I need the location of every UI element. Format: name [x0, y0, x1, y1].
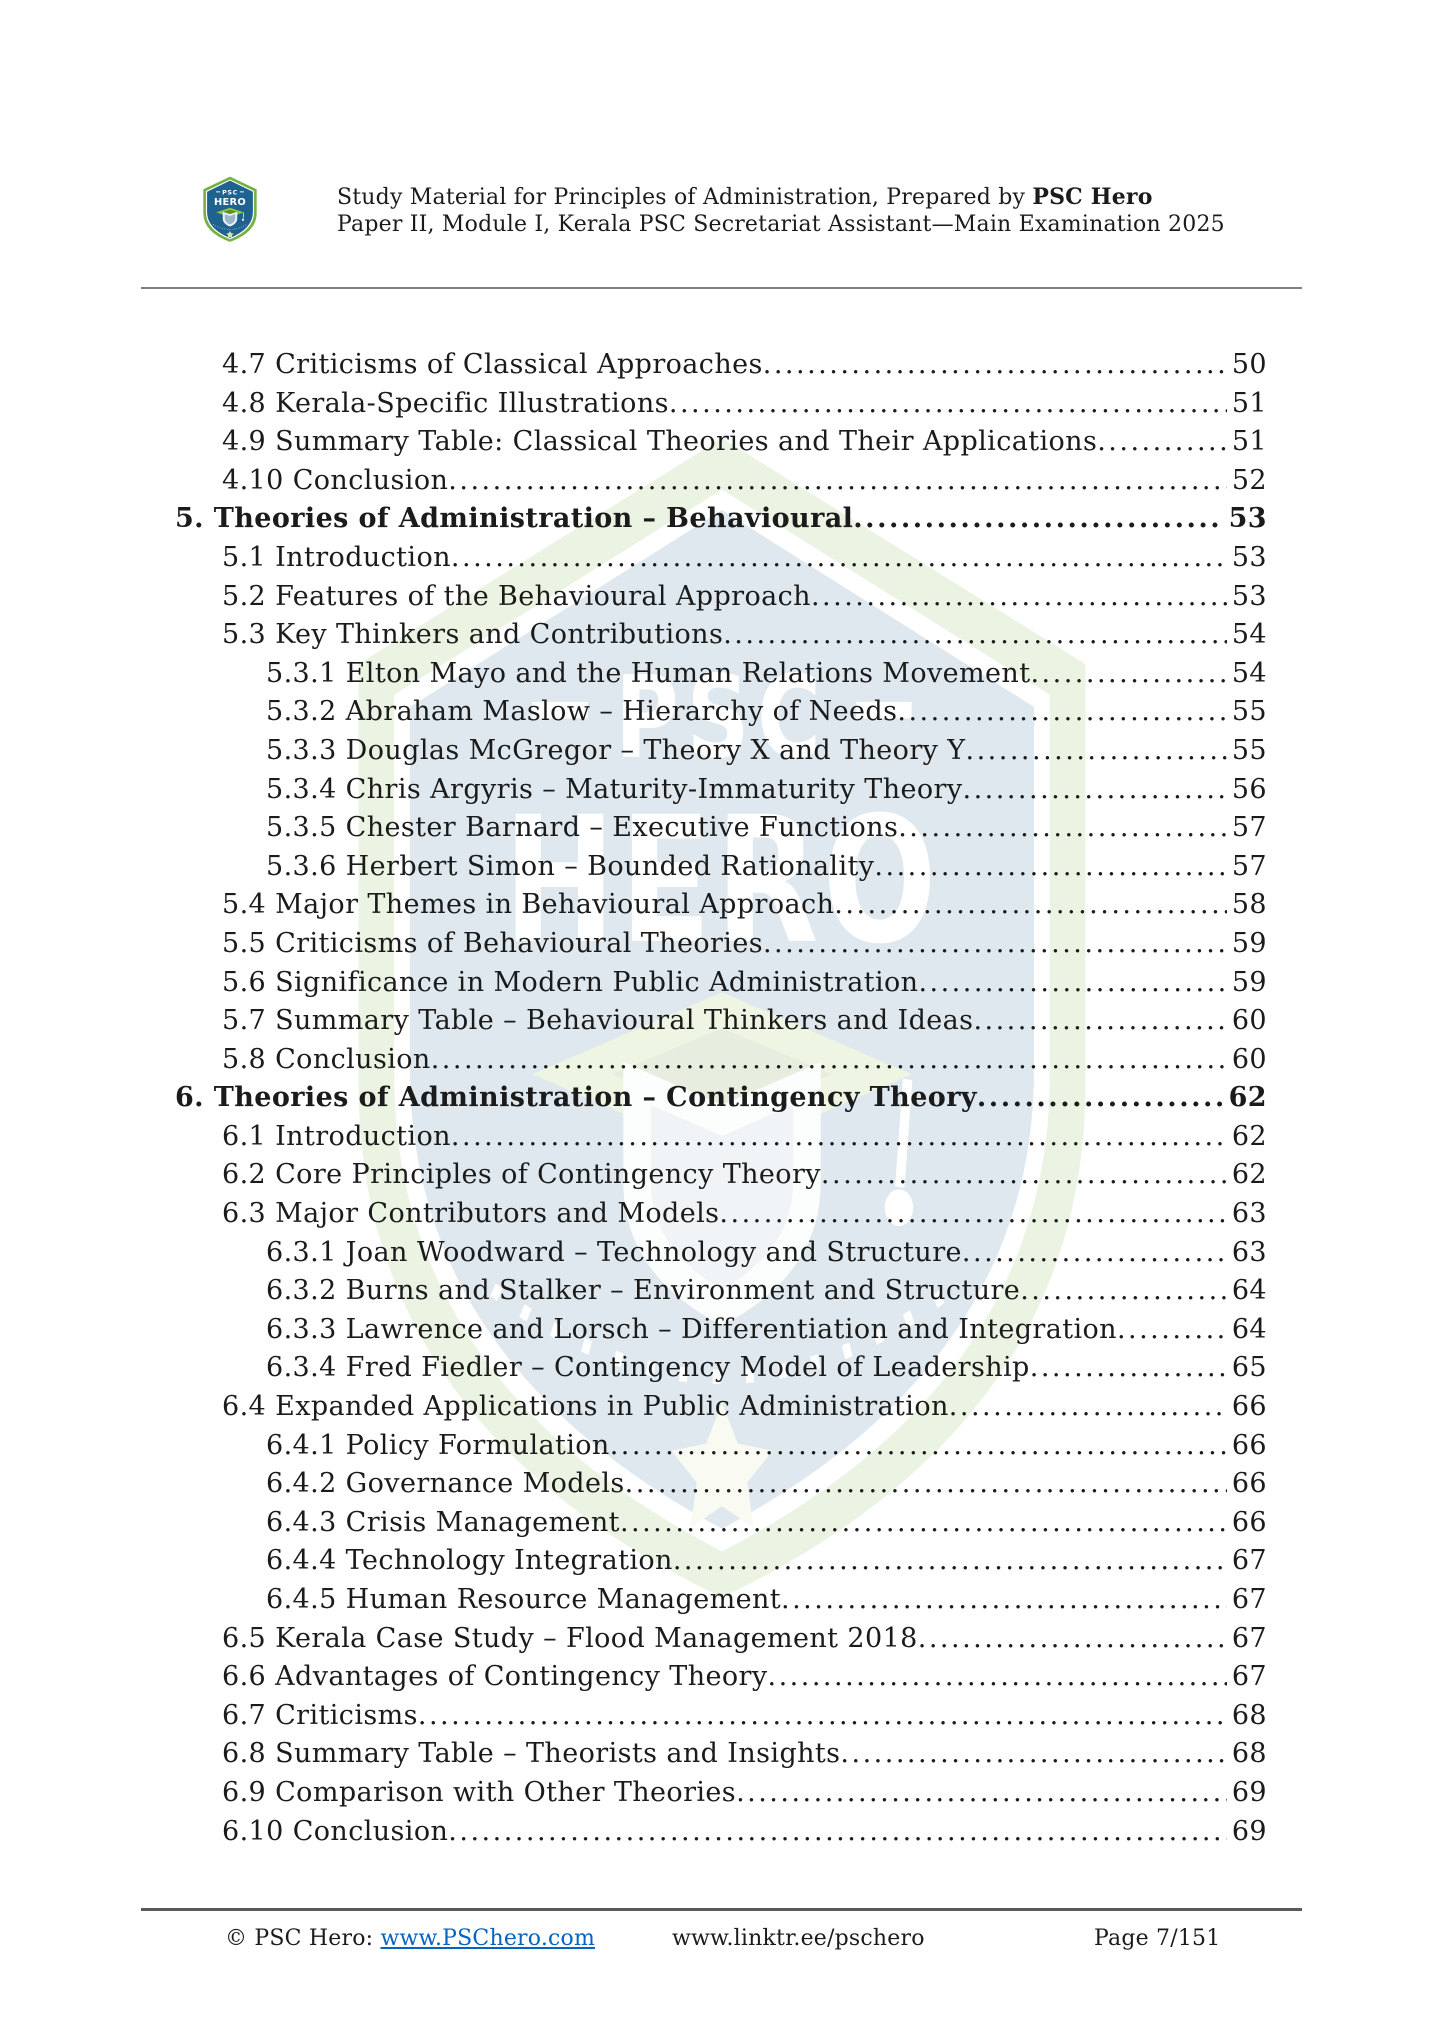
toc-dot-leader	[763, 349, 1227, 380]
toc-entry-label: 5.5 Criticisms of Behavioural Theories	[222, 927, 763, 959]
toc-entry[interactable]	[141, 1005, 1267, 1044]
toc-entry-label: 5.3.5 Chester Barnard – Executive Functions	[266, 812, 899, 844]
toc-entry[interactable]	[141, 1044, 1267, 1083]
toc-dot-leader	[620, 1507, 1227, 1538]
footer-copyright	[225, 1926, 595, 1951]
toc-entry[interactable]	[141, 1738, 1267, 1777]
toc-entry[interactable]	[141, 1237, 1267, 1276]
toc-entry[interactable]	[141, 774, 1267, 813]
toc-entry-label: 6.4.3 Crisis Management	[266, 1506, 620, 1538]
toc-entry-label: 6.7 Criticisms	[222, 1699, 418, 1731]
toc-entry[interactable]	[141, 812, 1267, 851]
toc-entry-label: 6.4.4 Technology Integration	[266, 1545, 673, 1577]
toc-page-number: 53	[1228, 503, 1267, 535]
toc-entry-label: 5. Theories of Administration – Behavioural	[175, 503, 854, 535]
footer-page-number: Page 7/151	[1094, 1926, 1221, 1951]
toc-page-number: 53	[1231, 580, 1267, 612]
toc-page-number: 60	[1231, 1043, 1267, 1075]
toc-dot-leader	[1020, 1275, 1227, 1306]
toc-page-number: 51	[1231, 387, 1267, 419]
toc-page-number: 58	[1231, 889, 1267, 921]
header-line1	[337, 184, 1237, 211]
footer-divider	[141, 1908, 1302, 1911]
toc-entry[interactable]	[141, 1314, 1267, 1353]
toc-entry[interactable]	[141, 889, 1267, 928]
toc-entry-label: 5.1 Introduction	[222, 541, 451, 573]
toc-dot-leader	[973, 1005, 1226, 1036]
toc-dot-leader	[719, 1198, 1226, 1229]
toc-page-number: 54	[1231, 657, 1267, 689]
toc-page-number: 51	[1231, 426, 1267, 458]
toc-dot-leader	[962, 1237, 1227, 1268]
toc-page-number: 67	[1231, 1622, 1267, 1654]
toc-entry-label: 6.3.2 Burns and Stalker – Environment and Structure	[266, 1275, 1021, 1307]
toc-page-number: 66	[1231, 1391, 1267, 1423]
toc-entry[interactable]	[141, 349, 1267, 388]
toc-entry-label: 5.3.3 Douglas McGregor – Theory X and Theory Y	[266, 734, 966, 766]
toc-entry[interactable]	[141, 1584, 1267, 1623]
toc-dot-leader	[918, 1623, 1227, 1654]
toc-dot-leader	[736, 1777, 1227, 1808]
toc-dot-leader	[821, 1159, 1227, 1190]
toc-page-number: 67	[1231, 1584, 1267, 1615]
toc-dot-leader	[1097, 426, 1227, 457]
toc-page-number: 55	[1231, 734, 1267, 766]
toc-entry[interactable]	[141, 1507, 1267, 1546]
toc-dot-leader	[834, 889, 1227, 920]
toc-dot-leader	[966, 735, 1227, 766]
toc-entry-label: 6.2 Core Principles of Contingency Theory	[222, 1159, 821, 1191]
toc-page-number: 66	[1231, 1506, 1267, 1538]
toc-entry-label: 6. Theories of Administration – Contingency Theory	[175, 1082, 977, 1114]
toc-dot-leader	[451, 1121, 1227, 1152]
toc-entry-label: 5.3.6 Herbert Simon – Bounded Rationality	[266, 850, 875, 882]
toc-entry-label: 6.5 Kerala Case Study – Flood Management 2018	[222, 1622, 918, 1654]
toc-entry-label: 6.8 Summary Table – Theorists and Insights	[222, 1738, 841, 1770]
footer-copyright-text: © PSC Hero:	[225, 1926, 381, 1951]
toc-dot-leader	[431, 1044, 1227, 1075]
toc-entry[interactable]	[141, 928, 1267, 967]
toc-page-number: 59	[1231, 966, 1267, 998]
toc-entry[interactable]	[141, 1661, 1267, 1700]
toc-entry-label: 6.4 Expanded Applications in Public Administration	[222, 1391, 949, 1423]
psc-hero-logo	[201, 176, 259, 243]
toc-page-number: 66	[1231, 1468, 1267, 1500]
toc-page-number: 62	[1231, 1120, 1267, 1152]
toc-entry[interactable]	[141, 1121, 1267, 1160]
toc-entry-label: 6.3.1 Joan Woodward – Technology and Structure	[266, 1236, 962, 1268]
toc-entry[interactable]	[141, 426, 1267, 465]
toc-page-number: 69	[1231, 1815, 1267, 1847]
toc-page-number: 65	[1231, 1352, 1267, 1384]
toc-dot-leader	[1117, 1314, 1227, 1345]
toc-dot-leader	[763, 928, 1227, 959]
toc-entry-label: 4.10 Conclusion	[222, 464, 449, 496]
toc-entry[interactable]	[141, 388, 1267, 427]
toc-entry-label: 5.3.4 Chris Argyris – Maturity-Immaturity Theory	[266, 773, 963, 805]
toc-entry-label: 5.3.2 Abraham Maslow – Hierarchy of Needs	[266, 696, 898, 728]
toc-entry[interactable]	[141, 658, 1267, 697]
toc-entry[interactable]	[141, 1468, 1267, 1507]
toc-entry[interactable]	[141, 851, 1267, 890]
toc-dot-leader	[451, 542, 1227, 573]
toc-page-number: 56	[1231, 773, 1267, 805]
toc-entry[interactable]	[141, 581, 1267, 620]
header	[337, 184, 1237, 238]
toc-dot-leader	[768, 1661, 1227, 1692]
toc-entry-label: 4.7 Criticisms of Classical Approaches	[222, 349, 763, 380]
toc-entry[interactable]	[141, 1816, 1267, 1855]
toc-entry-label: 6.10 Conclusion	[222, 1815, 449, 1847]
toc-page-number: 67	[1231, 1545, 1267, 1577]
toc-entry-label: 6.3.3 Lawrence and Lorsch – Differentiation and Integration	[266, 1313, 1117, 1345]
toc-dot-leader	[673, 1545, 1227, 1576]
header-line2: Paper II, Module I, Kerala PSC Secretariat Assistant—Main Examination 2025	[337, 212, 1225, 237]
toc-entry-label: 6.4.1 Policy Formulation	[266, 1429, 610, 1461]
toc-entry[interactable]	[141, 619, 1267, 658]
toc-entry-label: 6.3 Major Contributors and Models	[222, 1198, 720, 1230]
toc-entry-label: 6.6 Advantages of Contingency Theory	[222, 1661, 768, 1693]
toc-entry[interactable]	[141, 1082, 1267, 1121]
header-brand-name: PSC Hero	[1032, 184, 1153, 210]
toc-dot-leader	[840, 1738, 1226, 1769]
toc-dot-leader	[723, 619, 1227, 650]
toc-page-number: 62	[1228, 1082, 1267, 1114]
toc-entry[interactable]	[141, 1430, 1267, 1469]
toc-entry-label: 6.4.5 Human Resource Management	[266, 1584, 781, 1615]
toc-dot-leader	[669, 388, 1227, 419]
toc-page-number: 66	[1231, 1429, 1267, 1461]
toc-dot-leader	[898, 812, 1227, 843]
toc-entry-label: 6.3.4 Fred Fiedler – Contingency Model of Leadership	[266, 1352, 1030, 1384]
toc-dot-leader	[874, 851, 1226, 882]
toc-dot-leader	[897, 696, 1226, 727]
toc-dot-leader	[811, 581, 1227, 612]
toc-list	[141, 349, 1267, 1854]
toc-entry[interactable]	[141, 1700, 1267, 1739]
toc-dot-leader	[918, 967, 1226, 998]
toc-entry[interactable]	[141, 1391, 1267, 1430]
toc-page-number: 63	[1231, 1198, 1267, 1230]
toc-dot-leader	[610, 1430, 1227, 1461]
toc-entry-label: 5.6 Significance in Modern Public Administration	[222, 966, 919, 998]
toc-page-number: 57	[1231, 812, 1267, 844]
toc-page-number: 53	[1231, 541, 1267, 573]
footer	[0, 1926, 1445, 1960]
toc-page-number: 59	[1231, 927, 1267, 959]
toc-entry-label: 6.1 Introduction	[222, 1120, 451, 1152]
toc-entry-label: 5.8 Conclusion	[222, 1043, 431, 1075]
footer-linktree: www.linktr.ee/pschero	[672, 1926, 925, 1951]
toc-entry[interactable]	[141, 696, 1267, 735]
toc-page-number: 67	[1231, 1661, 1267, 1693]
toc-page-number: 64	[1231, 1313, 1267, 1345]
toc-page-number: 68	[1231, 1738, 1267, 1770]
toc-page-number: 54	[1231, 619, 1267, 651]
toc-dot-leader	[1030, 658, 1226, 689]
toc-entry[interactable]	[141, 967, 1267, 1006]
toc-entry-label: 4.9 Summary Table: Classical Theories and Their Applications	[222, 426, 1098, 458]
toc-dot-leader	[1030, 1352, 1227, 1383]
toc-entry[interactable]	[141, 1198, 1267, 1237]
toc-entry[interactable]	[141, 503, 1267, 542]
toc-entry-label: 5.4 Major Themes in Behavioural Approach	[222, 889, 835, 921]
toc-page-number: 62	[1231, 1159, 1267, 1191]
toc-page-number: 68	[1231, 1699, 1267, 1731]
toc-dot-leader	[781, 1584, 1227, 1615]
toc-page-number: 63	[1231, 1236, 1267, 1268]
toc-entry-label: 5.3 Key Thinkers and Contributions	[222, 619, 724, 651]
toc-dot-leader	[853, 503, 1223, 534]
toc-dot-leader	[625, 1468, 1227, 1499]
footer-website-link[interactable]: www.PSChero.com	[380, 1926, 596, 1951]
header-divider	[141, 287, 1302, 289]
toc-entry[interactable]	[141, 1777, 1267, 1816]
toc-entry[interactable]	[141, 1275, 1267, 1314]
toc-page-number: 69	[1231, 1776, 1267, 1808]
toc-page-number: 64	[1231, 1275, 1267, 1307]
toc-dot-leader	[418, 1700, 1227, 1731]
toc-entry-label: 6.4.2 Governance Models	[266, 1468, 625, 1500]
toc-entry[interactable]	[141, 1159, 1267, 1198]
toc-entry[interactable]	[141, 1623, 1267, 1662]
toc-page-number: 50	[1231, 349, 1267, 380]
toc-entry[interactable]	[141, 735, 1267, 774]
toc-page-number: 60	[1231, 1005, 1267, 1037]
toc-dot-leader	[448, 1816, 1227, 1847]
toc-dot-leader	[448, 465, 1227, 496]
header-line1-text: Study Material for Principles of Administration, Prepared by	[337, 185, 1033, 210]
toc-dot-leader	[963, 774, 1227, 805]
toc-entry-label: 6.9 Comparison with Other Theories	[222, 1776, 737, 1808]
toc-entry[interactable]	[141, 542, 1267, 581]
toc-page-number: 52	[1231, 464, 1267, 496]
toc-page-number: 57	[1231, 850, 1267, 882]
toc-entry[interactable]	[141, 1352, 1267, 1391]
toc-entry[interactable]	[141, 1545, 1267, 1584]
toc-entry-label: 5.7 Summary Table – Behavioural Thinkers and Ideas	[222, 1005, 974, 1037]
toc-dot-leader	[949, 1391, 1227, 1422]
toc-entry-label: 5.2 Features of the Behavioural Approach	[222, 580, 811, 612]
toc-page-number: 55	[1231, 696, 1267, 728]
toc-entry[interactable]	[141, 465, 1267, 504]
toc-entry-label: 5.3.1 Elton Mayo and the Human Relations Movement	[266, 657, 1031, 689]
toc-entry-label: 4.8 Kerala-Specific Illustrations	[222, 387, 669, 419]
toc-dot-leader	[977, 1082, 1224, 1113]
